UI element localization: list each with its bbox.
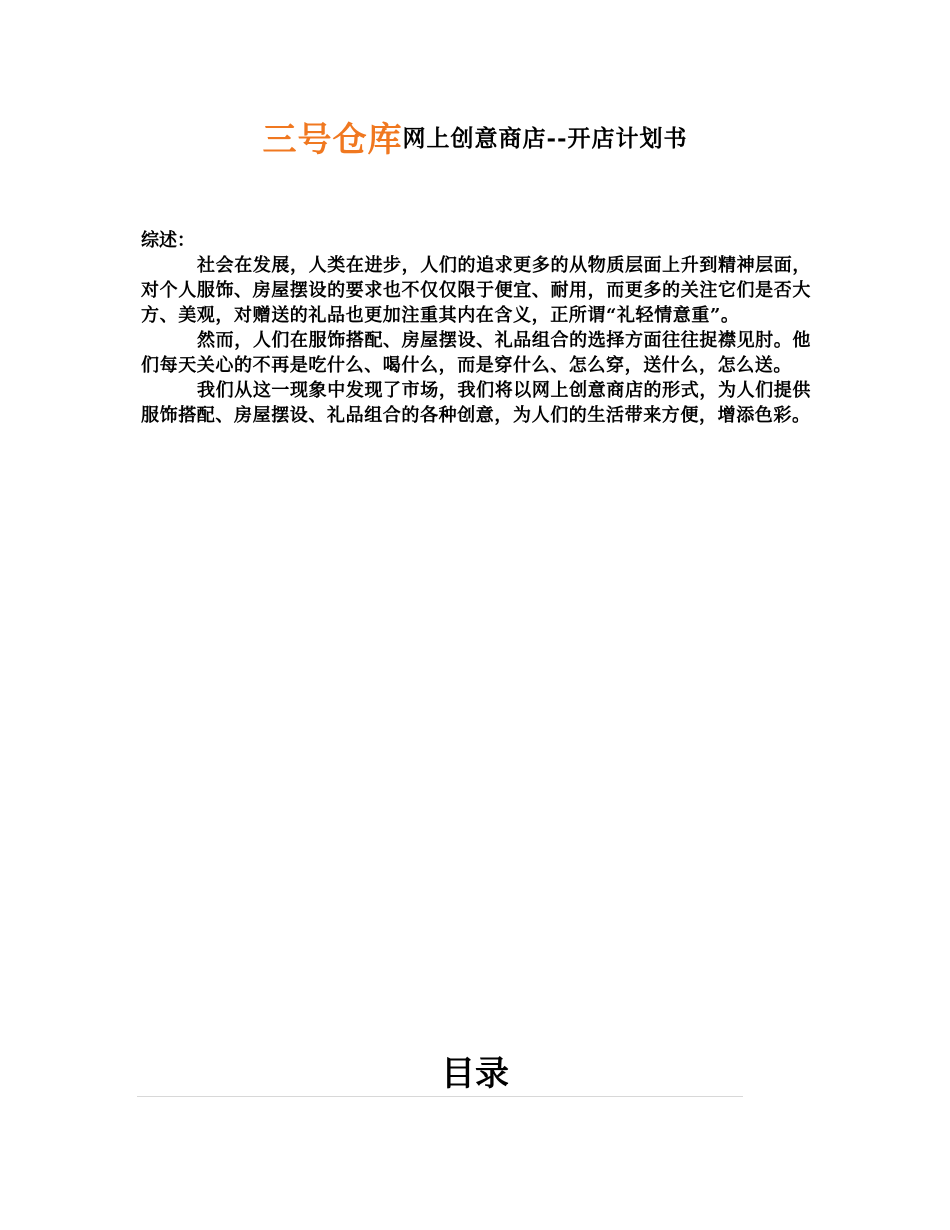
title-subtitle: 网上创意商店--开店计划书: [402, 125, 688, 152]
summary-heading: 综述：: [141, 230, 195, 251]
summary-paragraph-1: 社会在发展，人类在进步，人们的追求更多的从物质层面上升到精神层面，对个人服饰、房屋摆设的要求也不仅仅限于便宜、耐用，而更多的关注它们是否大方、美观，对赠送的礼品也更加注重其内在含义，正所谓“礼轻情意重”。: [141, 255, 811, 326]
document-title: [0, 112, 950, 161]
summary-paragraph-3: 我们从这一现象中发现了市场，我们将以网上创意商店的形式，为人们提供服饰搭配、房屋摆设、礼品组合的各种创意，为人们的生活带来方便，增添色彩。: [141, 380, 811, 426]
toc-heading: 目录: [441, 1054, 509, 1094]
summary-section: [141, 228, 811, 428]
summary-paragraph-2: 然而，人们在服饰搭配、房屋摆设、礼品组合的选择方面往往捉襟见肘。他们每天关心的不再是吃什么、喝什么，而是穿什么、怎么穿，送什么，怎么送。: [141, 330, 811, 376]
title-brand-name: 三号仓库: [262, 120, 403, 160]
toc-divider: [137, 1096, 743, 1097]
